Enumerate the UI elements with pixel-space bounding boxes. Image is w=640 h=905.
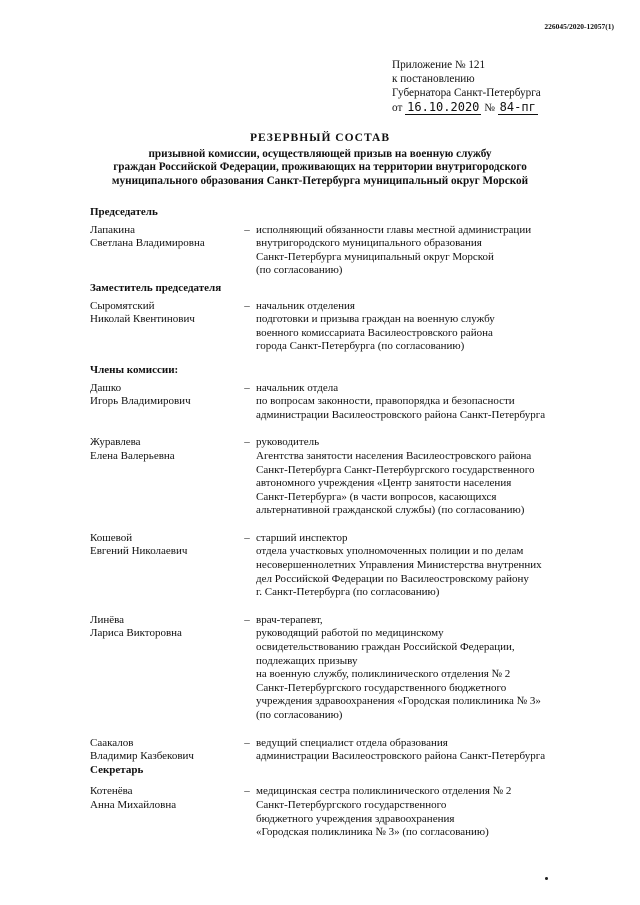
member-entry [90,532,610,600]
dash: – [244,299,250,312]
title-line-1: призывной комиссии, осуществляющей призыв на военную службу [148,148,492,161]
dash: – [244,531,250,544]
section-members: Члены комиссии: [90,363,179,376]
position-line: (по согласованию) [256,264,343,277]
surname: Журавлева [90,436,141,449]
member-name [90,300,238,354]
member-position [256,436,610,518]
position-line: Агентства занятости населения Василеостровского района [256,449,532,462]
member-entry [90,300,610,354]
commission-list [90,202,610,854]
position-line: начальник отдела [256,381,339,394]
member-name [90,436,238,518]
position-line: (по согласованию) [256,709,343,721]
member-position [256,785,610,839]
position-line: учреждения здравоохранения «Городская поликлиника № 3» [256,695,541,708]
dash: – [244,613,250,626]
position-line: Санкт-Петербурга Санкт-Петербургского государственного [256,463,535,476]
given-names: Лариса Викторовна [90,627,182,640]
title-line-3: муниципального образования Санкт-Петербурга муниципальный округ Морской [111,174,529,187]
document-title [0,132,640,188]
date-prefix: от [392,102,403,114]
position-line: Санкт-Петербургского государственного [256,798,447,811]
member-entry [90,785,610,839]
member-entry [90,224,610,278]
position-line: бюджетного учреждения здравоохранения [256,812,455,825]
position-line: военного комиссариата Василеостровского района [256,326,493,339]
surname: Саакалов [90,736,134,749]
position-line: освидетельствованию граждан Российской Федерации, [256,641,515,654]
position-line: администрации Василеостровского района Санкт-Петербурга [256,408,546,421]
given-names: Светлана Владимировна [90,237,205,250]
position-line: начальник отделения [256,299,355,312]
member-name [90,532,238,600]
surname: Линёва [90,613,125,626]
decree-number: 84-пг [499,100,536,114]
position-line: медицинская сестра поликлинического отделения № 2 [256,785,512,798]
position-line: альтернативной гражданской службы) (по согласованию) [256,504,525,517]
given-names: Игорь Владимирович [90,395,191,408]
member-name [90,382,238,423]
member-entry [90,614,610,723]
appendix-date-line [392,100,541,115]
member-name [90,224,238,278]
appendix-line-2: к постановлению [392,73,475,85]
number-prefix: № [484,102,495,114]
given-names: Елена Валерьевна [90,449,175,462]
member-name [90,614,238,723]
section-chairman: Председатель [90,206,158,218]
scan-speck [545,877,548,880]
position-line: руководитель [256,436,320,449]
position-line: исполняющий обязанности главы местной администрации [256,223,532,236]
surname: Сыромятский [90,299,155,312]
document-code: 226045/2020-12057(1) [544,22,614,31]
member-entry [90,436,610,518]
position-line: отдела участковых уполномоченных полиции и по делам [256,545,524,558]
appendix-line-3: Губернатора Санкт-Петербурга [392,87,541,99]
position-line: Санкт-Петербурга муниципальный округ Морской [256,250,494,263]
position-line: старший инспектор [256,531,348,544]
member-name [90,785,238,839]
position-line: подготовки и призыва граждан на военную службу [256,313,495,326]
position-line: врач-терапевт, [256,613,323,626]
given-names: Владимир Казбекович [90,750,194,763]
given-names: Евгений Николаевич [90,545,188,558]
title-line-2: граждан Российской Федерации, проживающих на территории внутригородского [113,161,527,174]
member-entry [90,737,610,778]
appendix-line-1: Приложение № 121 [392,59,486,71]
position-line: на военную службу, поликлинического отделения № 2 [256,668,511,681]
section-secretary: Секретарь [90,763,144,776]
dash: – [244,785,250,798]
position-line: Санкт-Петербурга» (в части вопросов, касающихся [256,490,497,503]
member-entry [90,382,610,423]
decree-date: 16.10.2020 [407,100,480,114]
position-line: администрации Василеостровского района Санкт-Петербурга [256,750,546,763]
position-line: ведущий специалист отдела образования [256,736,448,749]
position-line: города Санкт-Петербурга (по согласованию) [256,340,465,353]
position-line: руководящий работой по медицинскому [256,627,444,640]
given-names: Анна Михайловна [90,798,177,811]
position-line: г. Санкт-Петербурга (по согласованию) [256,586,440,599]
position-line: подлежащих призыву [256,654,358,667]
surname: Кошевой [90,531,133,544]
dash: – [244,736,250,749]
member-position [256,382,610,423]
given-names: Николай Квентинович [90,313,195,326]
surname: Лапакина [90,223,135,236]
position-line: несовершеннолетних Управления Министерства внутренних [256,559,542,572]
surname: Дашко [90,381,122,394]
dash: – [244,381,250,394]
member-position [256,737,610,778]
member-position [256,532,610,600]
member-position [256,300,610,354]
position-line: Санкт-Петербургского государственного бюджетного [256,681,507,694]
member-position [256,614,610,723]
position-line: автономного учреждения «Центр занятости населения [256,477,512,490]
appendix-block [392,58,541,115]
title-main: РЕЗЕРВНЫЙ СОСТАВ [249,132,391,144]
position-line: «Городская поликлиника № 3» (по согласованию) [256,826,489,839]
member-name [90,737,238,778]
position-line: по вопросам законности, правопорядка и безопасности [256,395,515,408]
position-line: дел Российской Федерации по Василеостровскому району [256,572,529,585]
member-position [256,224,610,278]
section-deputy: Заместитель председателя [90,281,222,294]
dash: – [244,436,250,449]
position-line: внутригородского муниципального образования [256,237,482,250]
dash: – [244,223,250,236]
surname: Котенёва [90,785,133,798]
